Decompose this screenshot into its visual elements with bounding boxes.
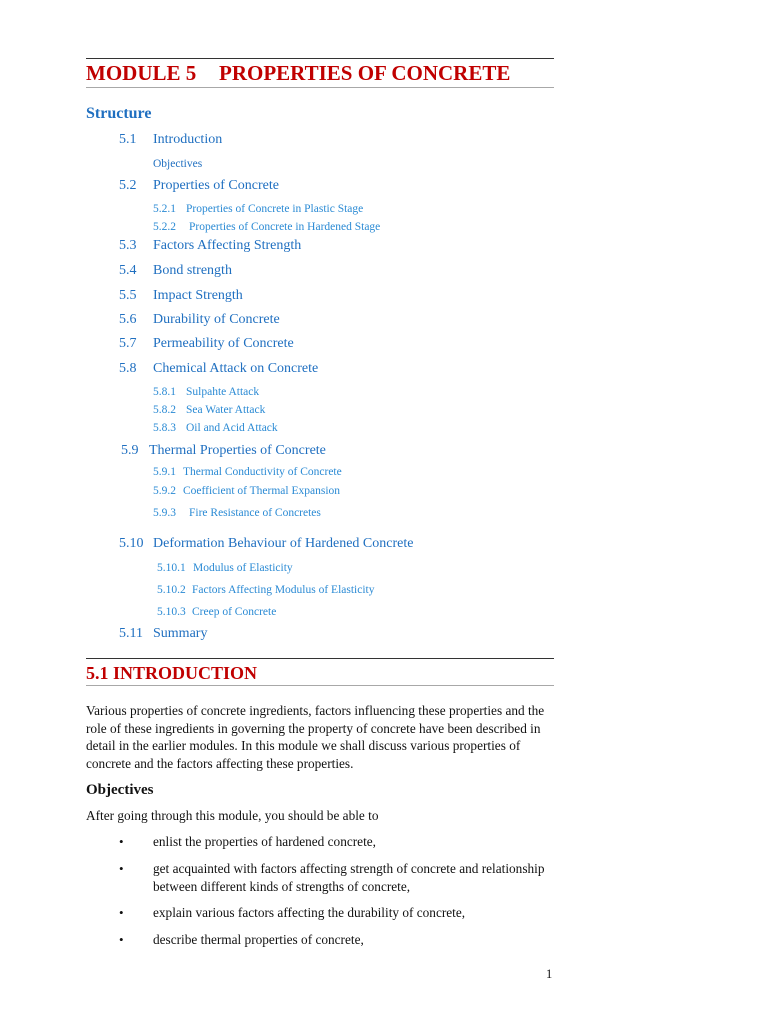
toc-number: 5.10.1 <box>157 562 186 574</box>
toc-objectives: Objectives <box>153 158 203 170</box>
bullet-icon: • <box>119 861 124 876</box>
toc-number: 5.2.2 <box>153 221 176 233</box>
module-title-underline <box>86 87 554 88</box>
toc-number: 5.10.3 <box>157 606 186 618</box>
bullet-icon: • <box>119 834 124 849</box>
top-rule <box>86 58 554 59</box>
toc-title: Bond strength <box>153 263 232 278</box>
list-item-text: get acquainted with factors affecting strength of concrete and relationship between different kinds of strengths of concrete, <box>153 861 545 894</box>
toc-title: Oil and Acid Attack <box>186 422 278 434</box>
toc-title: Creep of Concrete <box>192 606 277 618</box>
bullet-icon: • <box>119 905 124 920</box>
toc-number: 5.10.2 <box>157 584 186 596</box>
toc-number: 5.8.1 <box>153 386 176 398</box>
toc-number: 5.5 <box>119 288 137 303</box>
toc-number: 5.1 <box>119 132 137 147</box>
list-item-text: describe thermal properties of concrete, <box>153 932 364 947</box>
list-item-text: explain various factors affecting the durability of concrete, <box>153 905 466 920</box>
toc-title: Properties of Concrete in Plastic Stage <box>186 203 364 215</box>
section-title-underline <box>86 685 554 686</box>
toc-number: 5.2.1 <box>153 203 176 215</box>
intro-paragraph: Various properties of concrete ingredients, factors influencing these properties and the role of these ingredients in governing the property of concrete have been described in detail in the earlier modules. In this module we shall discuss various properties of concrete and the factors affecting these properties. <box>86 703 545 771</box>
toc-number: 5.9.1 <box>153 466 176 478</box>
toc-title: Factors Affecting Modulus of Elasticity <box>192 584 375 596</box>
toc-title: Modulus of Elasticity <box>193 562 293 574</box>
toc-number: 5.9.2 <box>153 485 176 497</box>
toc-number: 5.3 <box>119 238 137 253</box>
toc-title: Impact Strength <box>153 288 243 303</box>
toc-title: Introduction <box>153 132 223 147</box>
toc-title: Durability of Concrete <box>153 312 280 327</box>
toc-title: Properties of Concrete in Hardened Stage <box>189 221 381 233</box>
objectives-heading: Objectives <box>86 782 154 798</box>
toc-title: Thermal Properties of Concrete <box>149 443 326 458</box>
structure-heading: Structure <box>86 105 152 122</box>
section-top-rule <box>86 658 554 659</box>
toc-title: Coefficient of Thermal Expansion <box>183 485 341 497</box>
section-title: 5.1 INTRODUCTION <box>86 663 258 683</box>
toc-number: 5.8.3 <box>153 422 176 434</box>
toc-title: Fire Resistance of Concretes <box>189 507 321 519</box>
toc-number: 5.11 <box>119 626 143 641</box>
toc-number: 5.8 <box>119 361 137 376</box>
module-name: PROPERTIES OF CONCRETE <box>219 61 511 85</box>
toc-number: 5.4 <box>119 263 137 278</box>
toc-title: Sea Water Attack <box>186 404 266 416</box>
toc-title: Factors Affecting Strength <box>153 238 302 253</box>
toc-number: 5.8.2 <box>153 404 176 416</box>
objectives-intro: After going through this module, you should be able to <box>86 808 379 823</box>
toc-number: 5.6 <box>119 312 137 327</box>
toc-title: Thermal Conductivity of Concrete <box>183 466 342 478</box>
toc-title: Deformation Behaviour of Hardened Concrete <box>153 536 414 551</box>
toc-number: 5.7 <box>119 336 137 351</box>
bullet-icon: • <box>119 932 124 947</box>
toc-title: Properties of Concrete <box>153 178 279 193</box>
toc-number: 5.9.3 <box>153 507 176 519</box>
module-number: MODULE 5 <box>86 61 197 85</box>
toc-title: Permeability of Concrete <box>153 336 294 351</box>
toc-number: 5.2 <box>119 178 137 193</box>
toc-number: 5.9 <box>121 443 139 458</box>
toc-title: Summary <box>153 626 208 641</box>
toc-title: Sulpahte Attack <box>186 386 260 398</box>
list-item-text: enlist the properties of hardened concrete, <box>153 834 376 849</box>
page-number: 1 <box>546 967 553 981</box>
toc-number: 5.10 <box>119 536 144 551</box>
toc-title: Chemical Attack on Concrete <box>153 361 319 376</box>
module-title <box>86 60 510 86</box>
